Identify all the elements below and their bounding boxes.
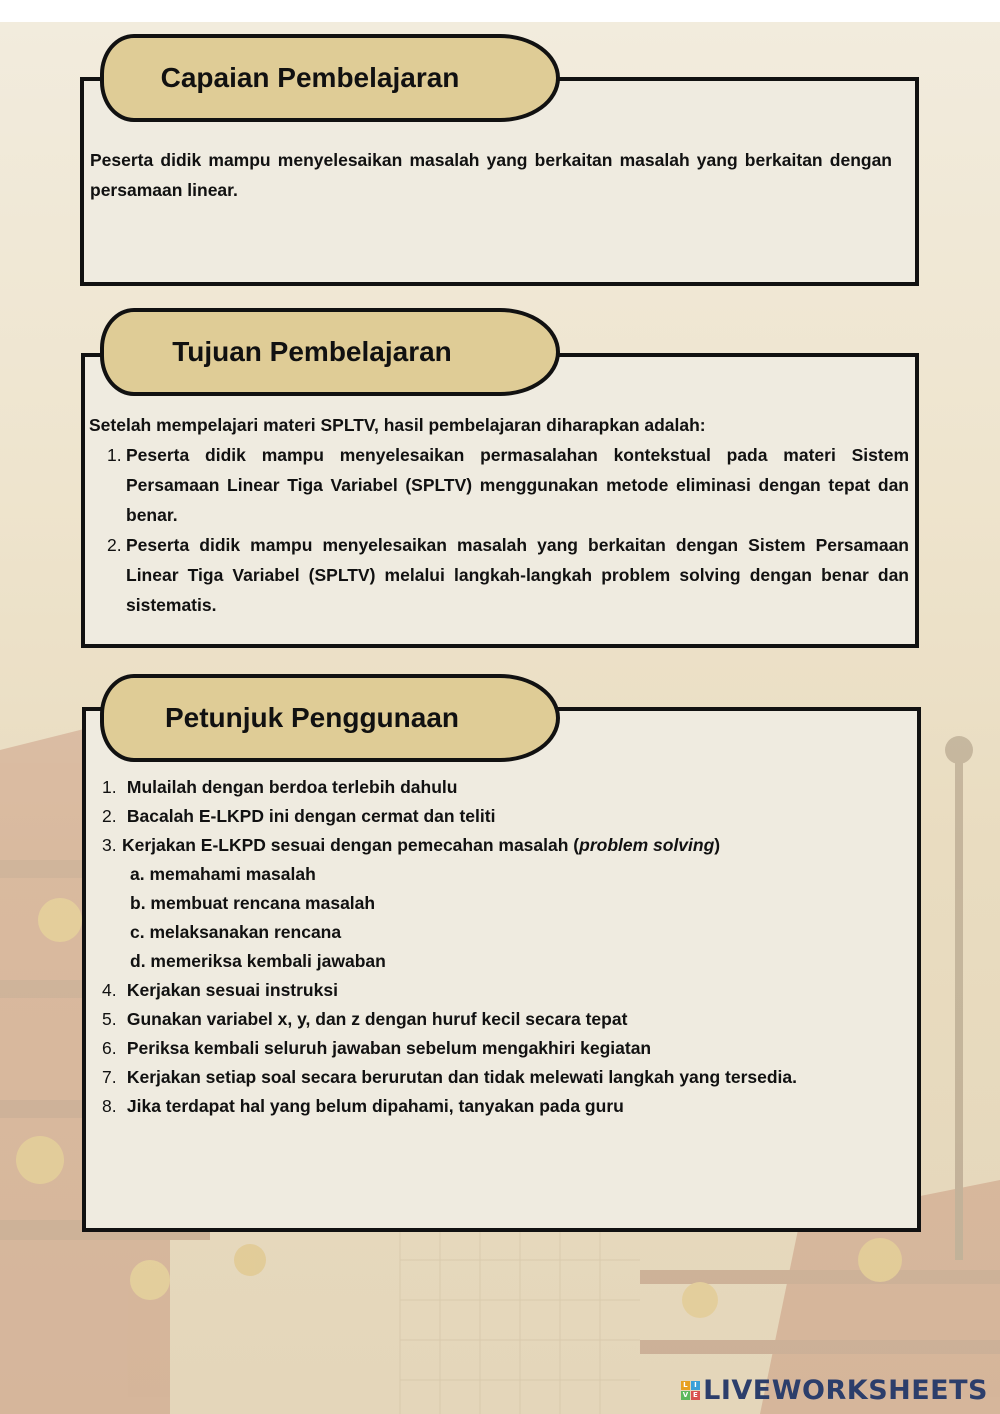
petunjuk-item-2-number: 2. <box>102 806 117 826</box>
petunjuk-subitem-a: a. memahami masalah <box>130 864 316 884</box>
tujuan-item-2-number: 2. <box>107 535 122 555</box>
petunjuk-item-4-number: 4. <box>102 980 117 1000</box>
petunjuk-title: Petunjuk Penggunaan <box>164 702 460 733</box>
petunjuk-item-2-text: Bacalah E-LKPD ini dengan cermat dan teliti <box>126 806 496 826</box>
petunjuk-item-8-text: Jika terdapat hal yang belum dipahami, tanyakan pada guru <box>126 1096 624 1116</box>
petunjuk-item-1-text: Mulailah dengan berdoa terlebih dahulu <box>126 777 458 797</box>
capaian-title-tab <box>100 34 560 122</box>
petunjuk-card <box>82 707 921 1232</box>
brand-text: LIVEWORKSHEETS <box>703 1375 988 1406</box>
petunjuk-item-7-text: Kerjakan setiap soal secara berurutan dan tidak melewati langkah yang tersedia. <box>126 1067 798 1087</box>
tujuan-title: Tujuan Pembelajaran <box>172 336 452 367</box>
logo-square-e: E <box>693 1391 699 1399</box>
liveworksheets-brand[interactable] <box>681 1375 988 1406</box>
petunjuk-subitem-b: b. membuat rencana masalah <box>130 893 376 913</box>
capaian-body: Peserta didik mampu menyelesaikan masalah yang berkaitan masalah yang berkaitan dengan persamaan linear. <box>90 150 892 200</box>
petunjuk-item-3 <box>102 831 902 860</box>
tujuan-intro: Setelah mempelajari materi SPLTV, hasil pembelajaran diharapkan adalah: <box>89 415 706 435</box>
petunjuk-item-7-number: 7. <box>102 1067 117 1087</box>
petunjuk-item-3-number: 3. <box>102 835 117 855</box>
tujuan-item-1 <box>91 440 909 530</box>
capaian-title: Capaian Pembelajaran <box>160 62 460 93</box>
petunjuk-item-7 <box>102 1063 902 1092</box>
tujuan-item-2-text: Peserta didik mampu menyelesaikan masalah yang berkaitan dengan Sistem Persamaan Linear Tiga Variabel (SPLTV) melalui langkah-langkah problem solving dengan benar dan sistematis. <box>126 535 909 615</box>
petunjuk-item-2 <box>102 802 902 831</box>
petunjuk-item-6-number: 6. <box>102 1038 117 1058</box>
petunjuk-item-5-text: Gunakan variabel x, y, dan z dengan huruf kecil secara tepat <box>126 1009 628 1029</box>
tujuan-title-tab <box>100 308 560 396</box>
petunjuk-item-8-number: 8. <box>102 1096 117 1116</box>
petunjuk-item-6 <box>102 1034 902 1063</box>
petunjuk-item-3-close: ) <box>714 835 721 855</box>
petunjuk-list <box>102 773 902 1121</box>
petunjuk-item-5-number: 5. <box>102 1009 117 1029</box>
petunjuk-item-3-text: Kerjakan E-LKPD sesuai dengan pemecahan masalah ( <box>122 835 580 855</box>
petunjuk-item-3-italic: problem solving <box>579 835 715 855</box>
petunjuk-subitem-d: d. memeriksa kembali jawaban <box>130 951 386 971</box>
petunjuk-item-5 <box>102 1005 902 1034</box>
petunjuk-item-4 <box>102 976 902 1005</box>
petunjuk-subitem-c: c. melaksanakan rencana <box>130 922 342 942</box>
petunjuk-title-tab <box>100 674 560 762</box>
logo-square-l: L <box>681 1381 690 1390</box>
tujuan-card <box>81 353 919 648</box>
tujuan-list <box>91 440 909 620</box>
petunjuk-item-8 <box>102 1092 902 1121</box>
petunjuk-item-6-text: Periksa kembali seluruh jawaban sebelum mengakhiri kegiatan <box>126 1038 652 1058</box>
tujuan-item-2 <box>91 530 909 620</box>
tujuan-item-1-text: Peserta didik mampu menyelesaikan permasalahan kontekstual pada materi Sistem Persamaan Linear Tiga Variabel (SPLTV) menggunakan metode eliminasi dengan tepat dan benar. <box>126 445 909 525</box>
tujuan-item-1-number: 1. <box>107 445 122 465</box>
petunjuk-item-1-number: 1. <box>102 777 117 797</box>
petunjuk-item-1 <box>102 773 902 802</box>
page-top-strip <box>0 0 1000 22</box>
petunjuk-item-4-text: Kerjakan sesuai instruksi <box>126 980 338 1000</box>
liveworksheets-logo-icon <box>681 1381 700 1400</box>
logo-square-i: I <box>691 1381 700 1390</box>
logo-square-v: V <box>682 1391 689 1399</box>
